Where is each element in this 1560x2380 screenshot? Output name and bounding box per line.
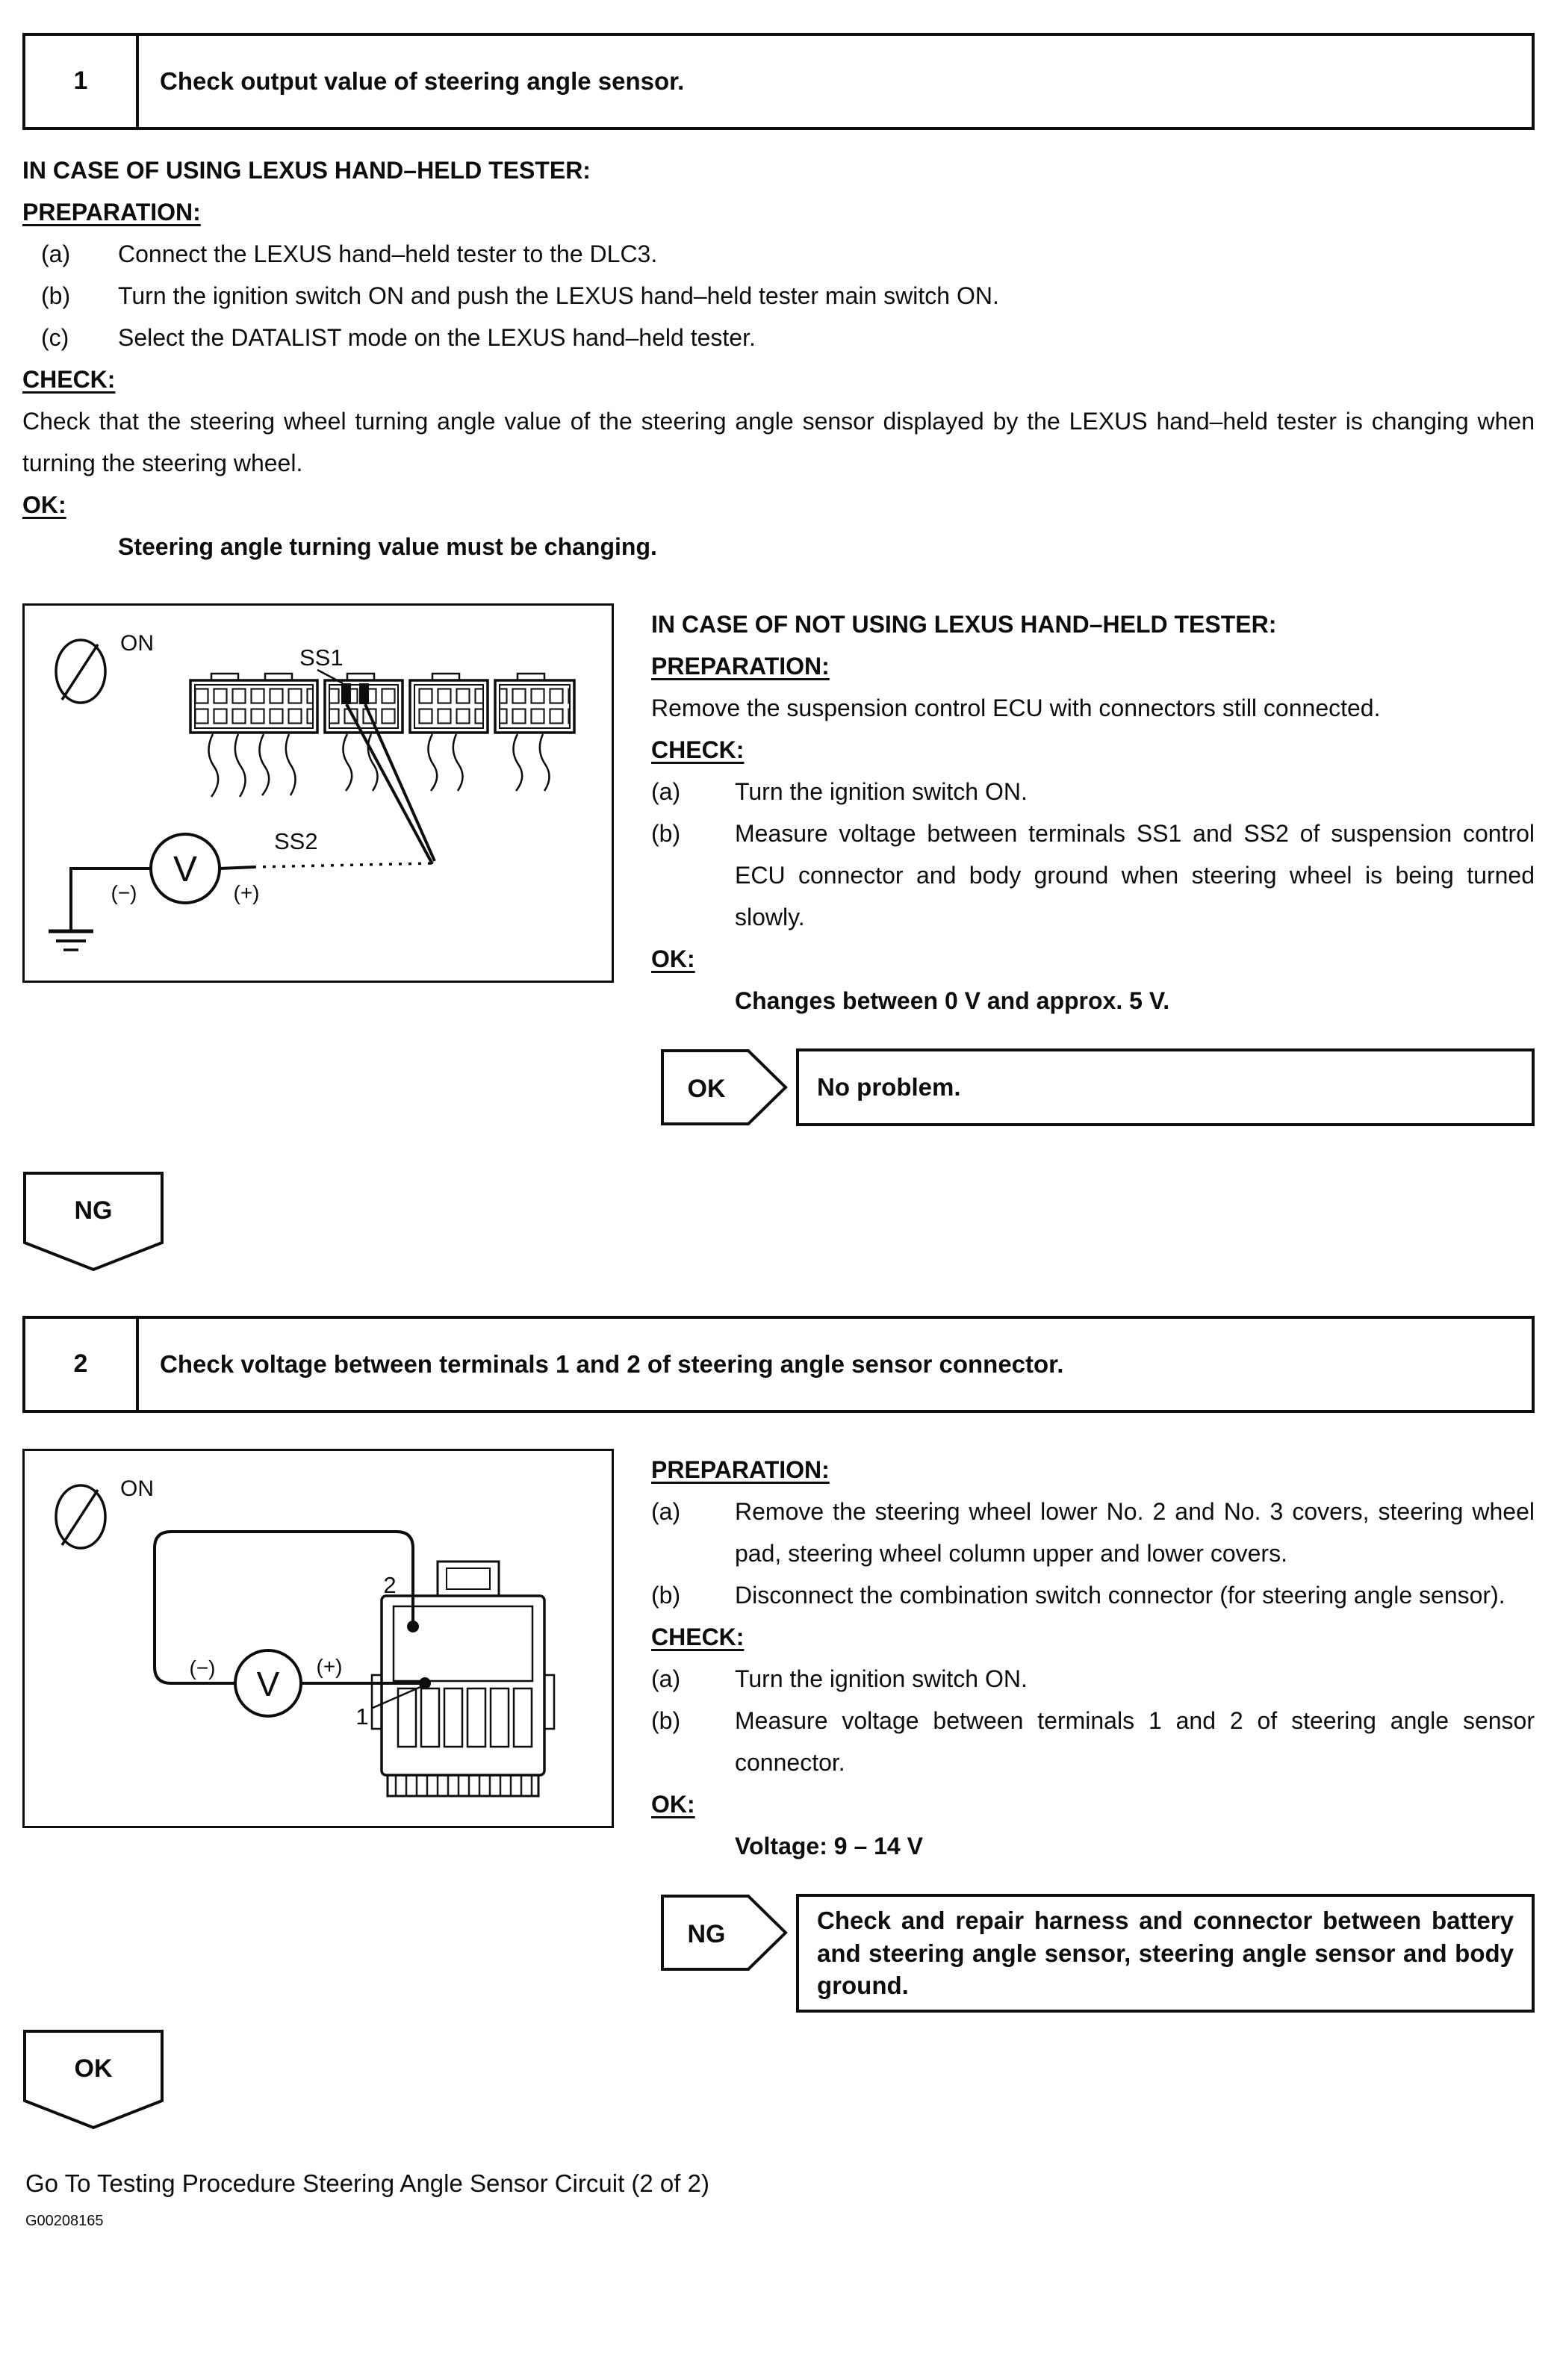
figure-id: G00208165 bbox=[25, 2212, 104, 2229]
procedure-item bbox=[651, 1491, 1535, 1574]
ss2-label: SS2 bbox=[274, 828, 318, 854]
ignition-key-icon bbox=[56, 640, 105, 703]
ng-flow-connector bbox=[22, 1171, 164, 1273]
result-text: Check and repair harness and connector between battery and steering angle sensor, steering angle sensor and body ground. bbox=[817, 1907, 1514, 2000]
step2-lower-row bbox=[22, 1449, 1535, 2013]
procedure-item bbox=[651, 813, 1535, 938]
preparation-heading: PREPARATION: bbox=[22, 199, 201, 226]
probe-point-terminal1 bbox=[419, 1677, 431, 1689]
check-text: Check that the steering wheel turning angle value of the steering angle sensor displayed by the LEXUS hand–held tester is changing when turning the steering wheel. bbox=[22, 408, 1535, 476]
ss1-label: SS1 bbox=[299, 644, 344, 671]
item-marker: (a) bbox=[41, 240, 71, 267]
result-text-box bbox=[796, 1894, 1535, 2013]
result-text: No problem. bbox=[817, 1073, 961, 1102]
step2-result-ng bbox=[651, 1894, 1535, 2013]
ok-arrow-badge bbox=[660, 1048, 789, 1126]
ok-heading: OK: bbox=[22, 491, 66, 518]
ignition-on-label: ON bbox=[120, 1476, 154, 1501]
step1-lower-row bbox=[22, 603, 1535, 1126]
step1-without-tester-section bbox=[651, 603, 1535, 1126]
ng-arrow-badge bbox=[660, 1894, 789, 1972]
section-heading: IN CASE OF USING LEXUS HAND–HELD TESTER: bbox=[22, 157, 591, 184]
item-text: Measure voltage between terminals 1 and 2 of steering angle sensor connector. bbox=[735, 1707, 1535, 1776]
ok-heading: OK: bbox=[651, 945, 695, 972]
item-marker: (a) bbox=[651, 778, 681, 805]
step1-with-tester-section bbox=[22, 149, 1535, 568]
procedure-item bbox=[651, 771, 1535, 813]
item-text: Turn the ignition switch ON. bbox=[735, 1665, 1028, 1692]
ok-flow-connector bbox=[22, 2029, 164, 2131]
step1-diagram bbox=[22, 603, 614, 983]
go-to-reference: Go To Testing Procedure Steering Angle Sensor Circuit (2 of 2) bbox=[25, 2169, 709, 2197]
preparation-heading: PREPARATION: bbox=[651, 1456, 830, 1483]
step1-number: 1 bbox=[25, 36, 139, 127]
item-marker: (c) bbox=[41, 324, 69, 351]
item-text: Measure voltage between terminals SS1 and SS2 of suspension control ECU connector and body ground when steering wheel is being turned slowly. bbox=[735, 820, 1535, 930]
voltmeter-label: V bbox=[256, 1665, 280, 1703]
ng-badge-label: NG bbox=[687, 1920, 726, 1948]
item-text: Connect the LEXUS hand–held tester to the DLC3. bbox=[118, 240, 658, 267]
terminal-1-label: 1 bbox=[355, 1703, 369, 1730]
ok-badge-label: OK bbox=[687, 1075, 726, 1103]
ok-value: Changes between 0 V and approx. 5 V. bbox=[735, 987, 1170, 1014]
step1-header bbox=[22, 33, 1535, 130]
ignition-key-icon bbox=[56, 1485, 105, 1548]
item-marker: (b) bbox=[41, 282, 71, 309]
connector-voltage-check-diagram bbox=[25, 1451, 612, 1826]
ecu-connectors bbox=[190, 674, 574, 733]
minus-label: (−) bbox=[189, 1656, 216, 1680]
minus-label: (−) bbox=[111, 881, 137, 904]
step2-header bbox=[22, 1316, 1535, 1413]
plus-label: (+) bbox=[233, 881, 260, 904]
item-marker: (b) bbox=[651, 820, 681, 847]
section-heading: IN CASE OF NOT USING LEXUS HAND–HELD TESTER: bbox=[651, 611, 1277, 638]
sensor-connector bbox=[372, 1562, 554, 1796]
result-text-box bbox=[796, 1048, 1535, 1126]
item-marker: (b) bbox=[651, 1707, 681, 1734]
terminal-2-label: 2 bbox=[383, 1572, 397, 1598]
probe-point-terminal2 bbox=[407, 1621, 419, 1632]
step2-procedure-section bbox=[651, 1449, 1535, 2013]
procedure-item bbox=[651, 1574, 1535, 1616]
item-text: Turn the ignition switch ON. bbox=[735, 778, 1028, 805]
procedure-item bbox=[22, 317, 1535, 358]
item-marker: (b) bbox=[651, 1582, 681, 1609]
item-text: Disconnect the combination switch connector (for steering angle sensor). bbox=[735, 1582, 1505, 1609]
item-text: Select the DATALIST mode on the LEXUS hand–held tester. bbox=[118, 324, 756, 351]
ok-value: Steering angle turning value must be changing. bbox=[118, 533, 657, 560]
check-heading: CHECK: bbox=[651, 1624, 745, 1650]
step1-title: Check output value of steering angle sensor. bbox=[160, 67, 685, 96]
ecu-voltage-check-diagram bbox=[25, 606, 612, 981]
procedure-item bbox=[651, 1658, 1535, 1700]
item-text: Remove the steering wheel lower No. 2 and No. 3 covers, steering wheel pad, steering wheel column upper and lower covers. bbox=[735, 1498, 1535, 1567]
ok-value: Voltage: 9 – 14 V bbox=[735, 1833, 923, 1859]
voltmeter bbox=[235, 1650, 301, 1716]
step2-number: 2 bbox=[25, 1319, 139, 1410]
procedure-item bbox=[22, 233, 1535, 275]
voltmeter-label: V bbox=[173, 850, 198, 889]
item-text: Turn the ignition switch ON and push the LEXUS hand–held tester main switch ON. bbox=[118, 282, 999, 309]
preparation-text: Remove the suspension control ECU with connectors still connected. bbox=[651, 695, 1381, 721]
ok-heading: OK: bbox=[651, 1791, 695, 1818]
preparation-heading: PREPARATION: bbox=[651, 653, 830, 680]
item-marker: (a) bbox=[651, 1665, 681, 1692]
step1-result-ok bbox=[651, 1048, 1535, 1126]
ok-connector-label: OK bbox=[74, 2054, 113, 2083]
check-heading: CHECK: bbox=[651, 736, 745, 763]
step2-diagram bbox=[22, 1449, 614, 1828]
voltmeter bbox=[151, 834, 220, 903]
plus-label: (+) bbox=[316, 1655, 343, 1678]
procedure-item bbox=[651, 1700, 1535, 1783]
step2-title: Check voltage between terminals 1 and 2 of steering angle sensor connector. bbox=[160, 1350, 1064, 1379]
procedure-item bbox=[22, 275, 1535, 317]
item-marker: (a) bbox=[651, 1498, 681, 1525]
ignition-on-label: ON bbox=[120, 631, 154, 656]
ng-connector-label: NG bbox=[74, 1196, 113, 1225]
check-heading: CHECK: bbox=[22, 366, 116, 393]
